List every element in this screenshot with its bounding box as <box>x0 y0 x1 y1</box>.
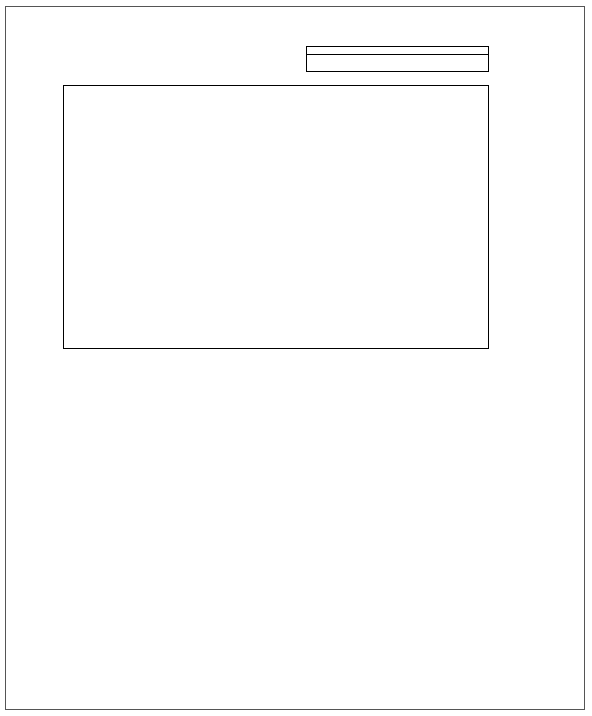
designation-divider <box>307 54 488 55</box>
form-number-vertical-label <box>498 20 518 280</box>
summary-form-table <box>63 85 489 349</box>
designation-number-box[interactable] <box>306 46 489 72</box>
form-notes <box>60 363 530 663</box>
